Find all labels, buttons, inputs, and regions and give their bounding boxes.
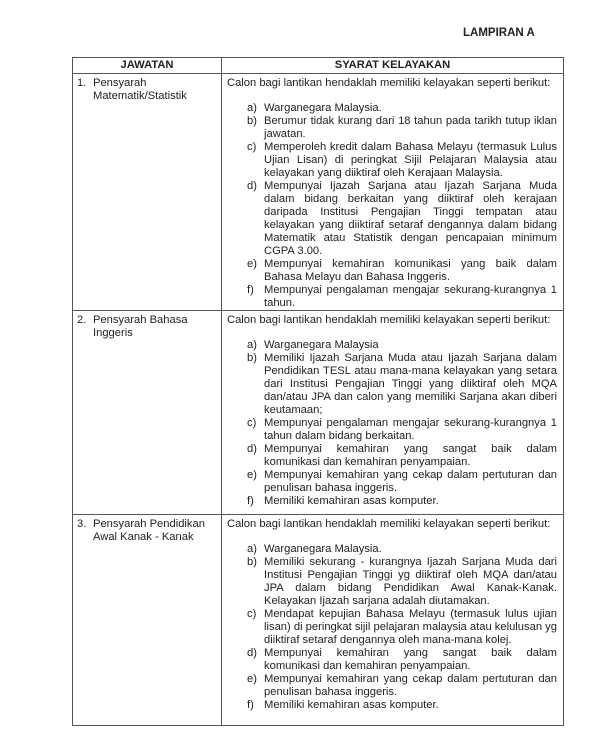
requirements-intro: Calon bagi lantikan hendaklah memiliki kelayakan seperti berikut:	[227, 518, 551, 530]
requirement-item	[247, 495, 557, 508]
item-text: Memperoleh kredit dalam Bahasa Melayu (termasuk Lulus Ujian Lisan) di peringkat Sijil Pelajaran Malaysia atau kelayakan yang diiktiraf oleh Kerajaan Malaysia.	[264, 141, 557, 179]
item-text: Warganegara Malaysia.	[264, 102, 382, 114]
requirements-list	[227, 102, 557, 310]
requirement-item	[247, 339, 557, 352]
item-text: Mempunyai kemahiran yang cekap dalam pertuturan dan penulisan bahasa inggeris.	[264, 469, 557, 494]
row-number: 2.	[77, 314, 87, 326]
item-label: a)	[247, 102, 257, 114]
position-name: Pensyarah Pendidikan Awal Kanak - Kanak	[93, 518, 205, 543]
position-name: Pensyarah Matematik/Statistik	[93, 77, 187, 102]
column-header-syarat: SYARAT KELAYAKAN	[222, 58, 564, 74]
row-number: 1.	[77, 77, 87, 89]
requirement-item	[247, 469, 557, 495]
item-text: Memiliki kemahiran asas komputer.	[264, 495, 439, 507]
position-name: Pensyarah Bahasa Inggeris	[93, 314, 188, 339]
table-row	[73, 515, 564, 726]
item-text: Mempunyai kemahiran komunikasi yang baik dalam Bahasa Melayu dan Bahasa Inggeris.	[264, 258, 557, 283]
requirement-item	[247, 417, 557, 443]
item-text: Mempunyai kemahiran yang sangat baik dalam komunikasi dan kemahiran penyampaian.	[264, 443, 557, 468]
item-text: Mempunyai Ijazah Sarjana atau Ijazah Sarjana Muda dalam bidang berkaitan yang diiktiraf oleh kerajaan daripada Institusi Pengajian Tinggi tempatan atau kelayakan yang diiktiraf setaraf dengannya dalam bidang Matematik atau Statistik dengan pencapaian minimum CGPA 3.00.	[264, 180, 557, 257]
item-label: b)	[247, 556, 257, 568]
item-text: Mempunyai pengalaman mengajar sekurang-kurangnya 1 tahun.	[264, 284, 557, 309]
item-text: Mempunyai kemahiran yang sangat baik dalam komunikasi dan kemahiran penyampaian.	[264, 647, 557, 672]
item-text: Mempunyai kemahiran yang cekap dalam pertuturan dan penulisan bahasa inggeris.	[264, 673, 557, 698]
item-label: c)	[247, 141, 257, 153]
item-label: c)	[247, 417, 257, 429]
column-header-jawatan: JAWATAN	[73, 58, 222, 74]
item-label: e)	[247, 469, 257, 481]
item-text: Mendapat kepujian Bahasa Melayu (termasuk lulus ujian lisan) di peringkat sijil pelajaran malaysia atau kelulusan yg diiktiraf setaraf dengannya oleh mana-mana kolej.	[264, 608, 557, 646]
page-heading: LAMPIRAN A	[463, 27, 535, 39]
table-row	[73, 74, 564, 311]
item-label: e)	[247, 673, 257, 685]
requirement-item	[247, 141, 557, 180]
position-title	[73, 311, 221, 340]
item-label: c)	[247, 608, 257, 620]
requirements-intro: Calon bagi lantikan hendaklah memiliki kelayakan seperti berikut:	[227, 77, 551, 89]
item-label: a)	[247, 543, 257, 555]
table-row	[73, 311, 564, 515]
requirements-list	[227, 339, 557, 508]
item-label: f)	[247, 495, 254, 507]
item-label: d)	[247, 180, 257, 192]
item-label: b)	[247, 115, 257, 127]
item-label: a)	[247, 339, 257, 351]
item-text: Mempunyai pengalaman mengajar sekurang-kurangnya 1 tahun dalam bidang berkaitan.	[264, 417, 557, 442]
item-text: Warganegara Malaysia.	[264, 543, 382, 555]
item-text: Berumur tidak kurang dari 18 tahun pada tarikh tutup iklan jawatan.	[264, 115, 557, 140]
item-label: d)	[247, 647, 257, 659]
item-label: e)	[247, 258, 257, 270]
requirement-item	[247, 102, 557, 115]
requirement-item	[247, 647, 557, 673]
item-label: f)	[247, 699, 254, 711]
requirement-item	[247, 258, 557, 284]
item-label: b)	[247, 352, 257, 364]
item-label: d)	[247, 443, 257, 455]
item-label: f)	[247, 284, 254, 296]
requirement-item	[247, 284, 557, 310]
requirement-item	[247, 115, 557, 141]
requirements-table	[72, 57, 564, 726]
item-text: Memiliki Ijazah Sarjana Muda atau Ijazah Sarjana dalam Pendidikan TESL atau mana-mana kelayakan yang setara dari Institusi Pengajian Tinggi yang diiktiraf oleh MQA dan/atau JPA dan calon yang memiliki Sarjana akan diberi keutamaan;	[264, 352, 557, 416]
requirement-item	[247, 699, 557, 712]
requirement-item	[247, 352, 557, 417]
requirements-list	[227, 543, 557, 712]
row-number: 3.	[77, 518, 87, 530]
item-text: Memiliki sekurang - kurangnya Ijazah Sarjana Muda dari Institusi Pengajian Tinggi yg diiktiraf oleh MQA dan/atau JPA dalam bidang Pendidikan Awal Kanak-Kanak. Kelayakan Ijazah sarjana adalah diutamakan.	[264, 556, 557, 607]
item-text: Warganegara Malaysia	[264, 339, 379, 351]
requirement-item	[247, 673, 557, 699]
requirement-item	[247, 608, 557, 647]
requirement-item	[247, 543, 557, 556]
requirement-item	[247, 556, 557, 608]
requirement-item	[247, 180, 557, 258]
requirements-intro: Calon bagi lantikan hendaklah memiliki kelayakan seperti berikut:	[227, 314, 551, 326]
requirement-item	[247, 443, 557, 469]
position-title	[73, 74, 221, 103]
position-title	[73, 515, 221, 544]
item-text: Memiliki kemahiran asas komputer.	[264, 699, 439, 711]
